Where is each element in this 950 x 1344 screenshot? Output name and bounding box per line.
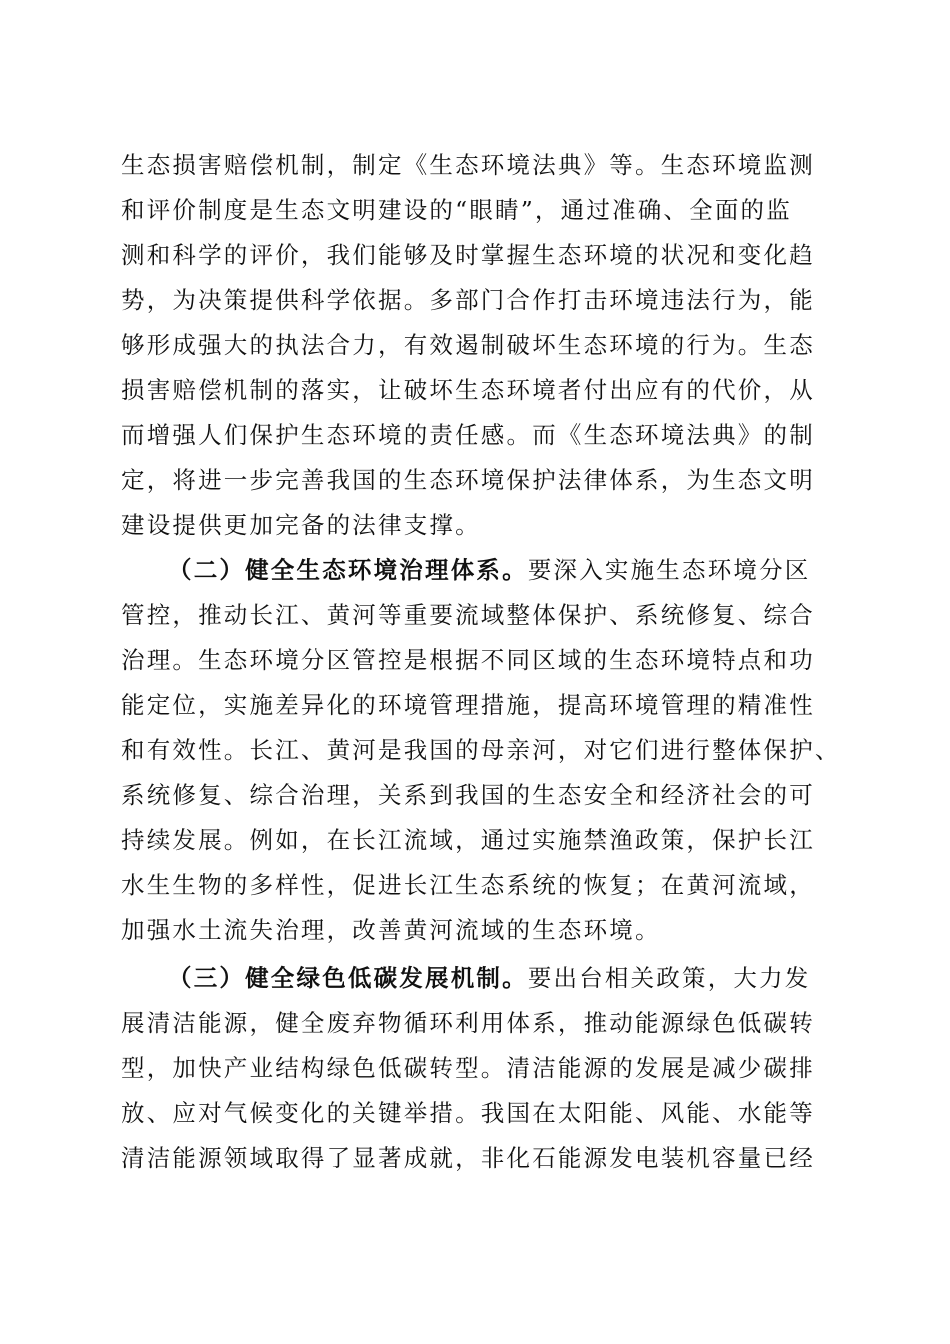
section-heading-3: （三）健全绿色低碳发展机制。 xyxy=(168,964,528,992)
text-line: 清洁能源领域取得了显著成就，非化石能源发电装机容量已经 xyxy=(121,1144,815,1172)
text-line: 能定位，实施差异化的环境管理措施，提高环境管理的精准性 xyxy=(121,691,815,719)
text-line: 治理。生态环境分区管控是根据不同区域的生态环境特点和功 xyxy=(121,646,815,674)
text-line-first xyxy=(121,548,831,593)
text-line: 建设提供更加完备的法律支撑。 xyxy=(121,511,481,539)
paragraph-3 xyxy=(121,956,831,1181)
section-heading-2: （二）健全生态环境治理体系。 xyxy=(168,556,528,584)
text-run: 要深入实施生态环境分区 xyxy=(527,556,811,584)
text-line: 势，为决策提供科学依据。多部门合作打击环境违法行为，能 xyxy=(121,286,815,314)
text-run: 要出台相关政策，大力发 xyxy=(527,964,811,992)
text-line: 水生生物的多样性，促进长江生态系统的恢复；在黄河流域， xyxy=(121,871,815,899)
text-line: 而增强人们保护生态环境的责任感。而《生态环境法典》的制 xyxy=(121,421,815,449)
text-line: 展清洁能源，健全废弃物循环利用体系，推动能源绿色低碳转 xyxy=(121,1009,815,1037)
text-line: 放、应对气候变化的关键举措。我国在太阳能、风能、水能等 xyxy=(121,1099,815,1127)
text-line: 测和科学的评价，我们能够及时掌握生态环境的状况和变化趋 xyxy=(121,241,815,269)
text-line-first xyxy=(121,956,831,1001)
paragraph-1 xyxy=(121,143,831,548)
text-line: 型，加快产业结构绿色低碳转型。清洁能源的发展是减少碳排 xyxy=(121,1054,815,1082)
text-line: 和评价制度是生态文明建设的“眼睛”，通过准确、全面的监 xyxy=(121,196,792,224)
text-line: 管控，推动长江、黄河等重要流域整体保护、系统修复、综合 xyxy=(121,601,815,629)
text-line: 够形成强大的执法合力，有效遏制破坏生态环境的行为。生态 xyxy=(121,331,815,359)
text-line: 和有效性。长江、黄河是我国的母亲河，对它们进行整体保护、 xyxy=(121,736,841,764)
text-line: 生态损害赔偿机制，制定《生态环境法典》等。生态环境监测 xyxy=(121,151,815,179)
text-line: 加强水土流失治理，改善黄河流域的生态环境。 xyxy=(121,916,661,944)
text-line: 损害赔偿机制的落实，让破坏生态环境者付出应有的代价，从 xyxy=(121,376,815,404)
paragraph-2 xyxy=(121,548,841,953)
text-line: 系统修复、综合治理，关系到我国的生态安全和经济社会的可 xyxy=(121,781,815,809)
text-line: 定，将进一步完善我国的生态环境保护法律体系，为生态文明 xyxy=(121,466,815,494)
document-body xyxy=(121,143,841,1181)
text-line: 持续发展。例如，在长江流域，通过实施禁渔政策，保护长江 xyxy=(121,826,815,854)
